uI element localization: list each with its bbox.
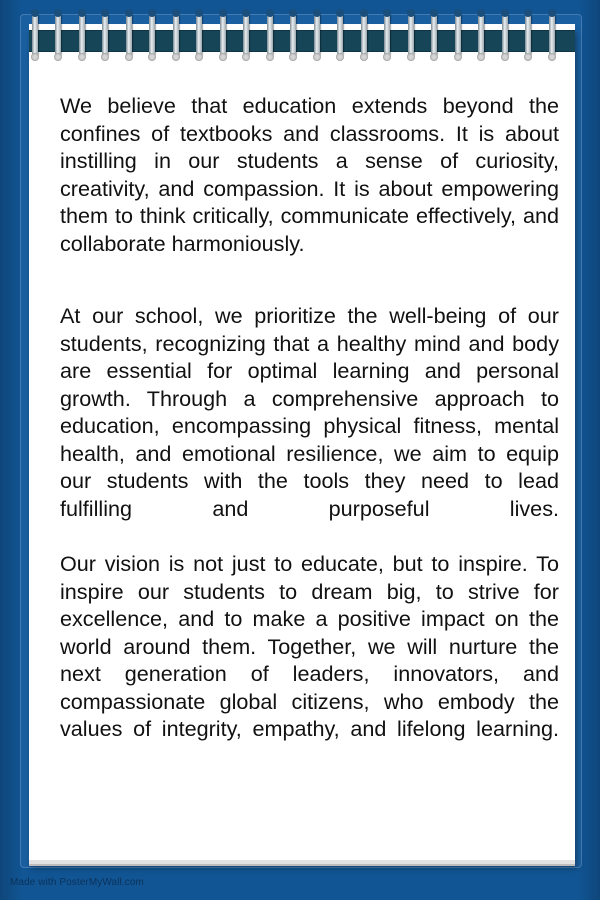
spiral-ring bbox=[337, 12, 343, 56]
spiral-ring bbox=[149, 12, 155, 56]
spiral-ring bbox=[267, 12, 273, 56]
spiral-ring bbox=[502, 12, 508, 56]
spiral-ring bbox=[220, 12, 226, 56]
spiral-ring bbox=[549, 12, 555, 56]
spiral-ring bbox=[384, 12, 390, 56]
spiral-ring bbox=[525, 12, 531, 56]
paragraph-school-vision: Our vision is not just to educate, but to inspire. To inspire our students to dream big, to strive for excellence, and to make a positive impact on the world around them. Together, we will nurture the next generation of leaders, innovators, and compassionate global citizens, who embody the values of integrity, empathy, and lifelong learning. bbox=[60, 551, 559, 741]
spiral-ring bbox=[455, 12, 461, 56]
spiral-ring bbox=[173, 12, 179, 56]
spiral-ring bbox=[290, 12, 296, 56]
spiral-ring bbox=[102, 12, 108, 56]
body-text bbox=[60, 92, 559, 743]
spiral-ring bbox=[79, 12, 85, 56]
spiral-ring bbox=[314, 12, 320, 56]
spiral-rings bbox=[29, 0, 575, 64]
paragraph-student-wellbeing: At our school, we prioritize the well-being of our students, recognizing that a healthy mind and body are essential for optimal learning and personal growth. Through a comprehensive approach to education, encompassing physical fitness, mental health, and emotional resilience, we aim to equip our students with the tools they need to lead fulfilling and purposeful lives. bbox=[60, 303, 559, 521]
spiral-ring bbox=[55, 12, 61, 56]
spiral-ring bbox=[32, 12, 38, 56]
spiral-ring bbox=[408, 12, 414, 56]
spiral-ring bbox=[431, 12, 437, 56]
spiral-ring bbox=[126, 12, 132, 56]
paragraph-education-beliefs: We believe that education extends beyond the confines of textbooks and classrooms. It is about instilling in our students a sense of curiosity, creativity, and compassion. It is about empowering them to think critically, communicate effectively, and collaborate harmoniously. bbox=[60, 93, 559, 256]
spiral-ring bbox=[361, 12, 367, 56]
spiral-ring bbox=[478, 12, 484, 56]
spiral-ring bbox=[196, 12, 202, 56]
spiral-ring bbox=[243, 12, 249, 56]
watermark-text: Made with PosterMyWall.com bbox=[10, 877, 144, 888]
